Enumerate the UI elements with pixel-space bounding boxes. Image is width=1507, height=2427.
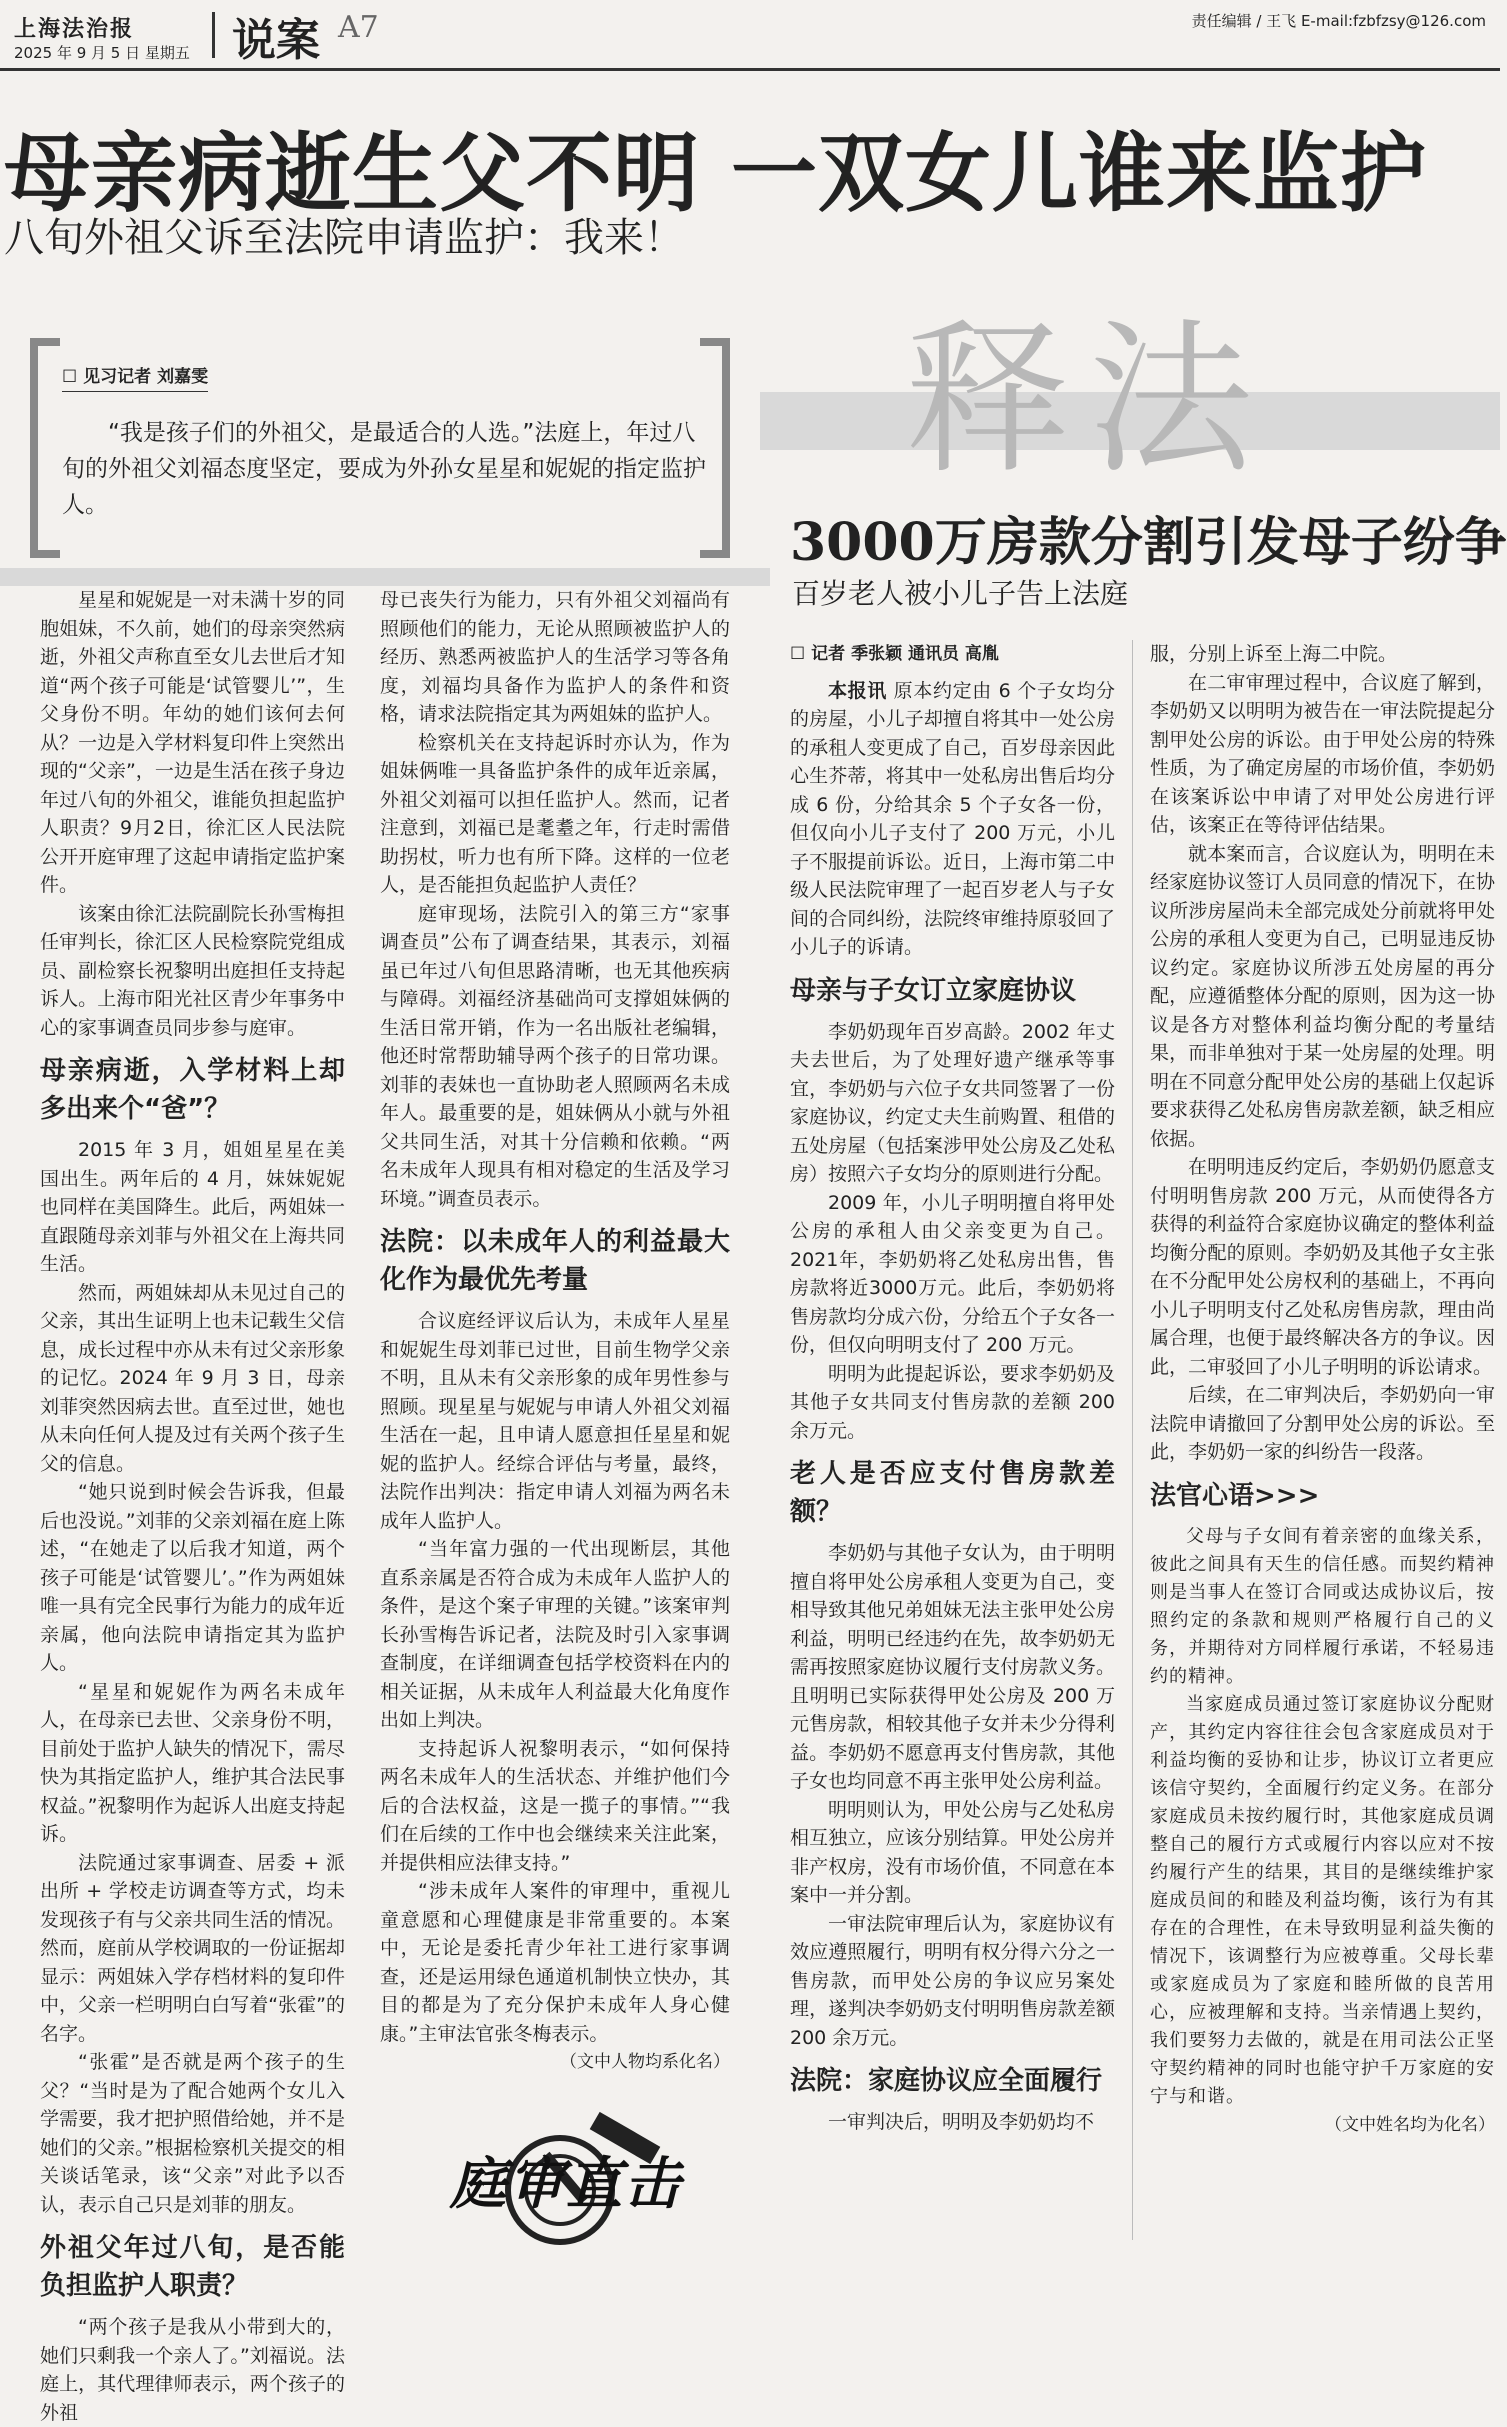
paragraph: 一审法院审理后认为，家庭协议有效应遵照履行，明明有权分得六分之一售房款，而甲处公房的争议应另案处理，遂判决李奶奶支付明明售房款差额 200 余万元。 [790,1912,1115,2049]
paragraph [790,677,1115,962]
paragraph: 庭审现场，法院引入的第三方“家事调查员”公布了调查结果，其表示，刘福虽已年过八旬但思路清晰，也无其他疾病与障碍。刘福经济基础尚可支撑姐妹俩的生活日常开销，作为一名出版社老编辑，他还时常帮助辅导两个孩子的日常功课。刘菲的表妹也一直协助老人照顾两名未成年人。最重要的是，姐妹俩从小就与外祖父共同生活，对其十分信赖和依赖。“两名未成年人现具有相对稳定的生活及学习环境。”调查员表示。 [380,902,730,1210]
paragraph: 母已丧失行为能力，只有外祖父刘福尚有照顾他们的能力，无论从照顾被监护人的经历、熟悉两被监护人的生活学习等各角度，刘福均具备作为监护人的条件和资格，请求法院指定其为两姐妹的监护人。 [380,589,730,725]
paragraph: “两个孩子是我从小带到大的，她们只剩我一个亲人了。”刘福说。法庭上，其代理律师表示，两个孩子的外祖 [40,2316,345,2424]
crosshead: 母亲病逝，入学材料上却多出来个“爸”？ [40,1056,345,1124]
crosshead: 老人是否应支付售房款差额？ [790,1459,1115,1527]
name-note: （文中姓名均为化名） [1325,2114,1495,2135]
paragraph: 李奶奶现年百岁高龄。2002 年丈夫去世后，为了处理好遗产继承等事宜，李奶奶与六位子女共同签署了一份家庭协议，约定丈夫生前购置、租借的五处房屋（包括案涉甲处公房及乙处私房）按照六子女均分的原则进行分配。 [790,1020,1115,1185]
paragraph: 服，分别上诉至上海二中院。 [1150,643,1398,665]
section-title: 说案 [232,15,320,66]
main-reporter-byline: ☐ 见习记者 刘嘉雯 [62,362,208,392]
column-divider [1132,640,1133,2240]
paragraph: “当年富力强的一代出现断层，其他直系亲属是否符合成为未成年人监护人的条件，是这个案子审理的关键。”该案审判长孙雪梅告诉记者，法院及时引入家事调查制度，在详细调查包括学校资料在内的相关证据，从未成年人利益最大化角度作出如上判决。 [380,1538,730,1731]
paragraph: 法院通过家事调查、居委 + 派出所 + 学校走访调查等方式，均未发现孩子有与父亲共同生活的情况。然而，庭前从学校调取的一份证据却显示：两姐妹入学存档材料的复印件中，父亲一栏明明白白写着“张霍”的名字。 [40,1851,345,2045]
paragraph: “星星和妮妮作为两名未成年人，在母亲已去世、父亲身份不明，目前处于监护人缺失的情况下，需尽快为其指定监护人，维护其合法民事权益。”祝黎明作为起诉人出庭支持起诉。 [40,1680,345,1845]
paragraph: 一审判决后，明明及李奶奶均不 [828,2111,1095,2133]
paragraph: “她只说到时候会告诉我，但最后也没说。”刘菲的父亲刘福在庭上陈述，“在她走了以后我才知道，两个孩子可能是‘试管婴儿’。”作为两姐妹唯一具有完全民事行为能力的成年近亲属，他向法院申请指定其为监护人。 [40,1481,345,1674]
paragraph: 李奶奶与其他子女认为，由于明明擅自将甲处公房承租人变更为自己，变相导致其他兄弟姐妹无法主张甲处公房利益，明明已经违约在先，故李奶奶无需再按照家庭协议履行支付房款义务。且明明已实际获得甲处公房及 200 万元售房款，相较其他子女并未少分得利益。李奶奶不愿意再支付售房款，其他子女也均同意不再主张甲处公房利益。 [790,1542,1115,1792]
paragraph-text: 原本约定由 6 个子女均分的房屋，小儿子却擅自将其中一处公房的承租人变更成了自己，百岁母亲因此心生芥蒂，将其中一处私房出售后均分成 6 份，分给其余 5 个子女各一份，但仅向小儿子支付了 200 万元，小儿子不服提前诉讼。近日，上海市第二中级人民法院审理了一起百岁老人与子女间的合同纠纷，法院终审维持原驳回了小儿子的诉请。 [790,679,1116,958]
paragraph: 当家庭成员通过签订家庭协议分配财产，其约定内容往往会包含家庭成员对于利益均衡的妥协和让步，协议订立者更应该信守契约，全面履行约定义务。在部分家庭成员未按约履行时，其他家庭成员调整自己的履行方式或履行内容以应对不按约履行产生的结果，其目的是继续维护家庭成员间的和睦及利益均衡，该行为有其存在的合理性，在未导致明显利益失衡的情况下，该调整行为应被尊重。父母长辈或家庭成员为了家庭和睦所做的良苦用心，应被理解和支持。当亲情遇上契约，我们要努力去做的，就是在用司法公正坚守契约精神的同时也能守护千万家庭的安宁与和谐。 [1150,1693,1495,2107]
editor-credit: 责任编辑 / 王飞 E-mail:fzbfzsy@126.com [1191,12,1486,30]
judge-commentary [1150,1523,1495,2111]
crosshead: 法院：以未成年人的利益最大化作为最优先考量 [380,1227,730,1295]
main-lede: “我是孩子们的外祖父，是最适合的人选。”法庭上，年过八旬的外祖父刘福态度坚定，要成为外孙女星星和妮妮的指定监护人。 [62,420,706,518]
paragraph: 在二审审理过程中，合议庭了解到，李奶奶又以明明为被告在一审法院提起分割甲处公房的诉讼。由于甲处公房的特殊性质，为了确定房屋的市场价值，李奶奶在该案诉讼中申请了对甲处公房进行评估，该案正在等待评估结果。 [1150,671,1495,836]
paragraph: 2009 年，小儿子明明擅自将甲处公房的承租人由父亲变更为自己。2021年，李奶奶将乙处私房出售，售房款将近3000万元。此后，李奶奶将售房款均分成六份，分给五个子女各一份，但仅向明明支付了 200 万元。 [790,1191,1115,1356]
court-live-logo-text: 庭审直击 [450,2151,682,2217]
paragraph: 然而，两姐妹却从未见过自己的父亲，其出生证明上也未记载生父信息，成长过程中亦从未有过父亲形象的记忆。2024 年 9 月 3 日，母亲刘菲突然因病去世。直至过世，她也从未向任何人提及过有关两个孩子生父的信息。 [40,1281,345,1475]
dateline: 本报讯 [828,679,887,702]
paragraph: 星星和妮妮是一对未满十岁的同胞姐妹，不久前，她们的母亲突然病逝，外祖父声称直至女儿去世后才知道“两个孩子可能是‘试管婴儿’”，生父身份不明。年幼的她们该何去何从？一边是入学材料复印件上突然出现的“父亲”，一边是生活在孩子身边年过八旬的外祖父，谁能负担起监护人职责？9月2日，徐汇区人民法院公开开庭审理了这起申请指定监护案件。 [40,589,345,896]
side-reporter-byline: ☐ 记者 季张颖 通讯员 高胤 [790,644,999,664]
judge-commentary-heading: 法官心语>>> [1150,1480,1320,1511]
paragraph: 合议庭经评议后认为，未成年人星星和妮妮生母刘菲已过世，目前生物学父亲不明，且从未有父亲形象的成年男性参与照顾。现星星与妮妮与申请人外祖父刘福生活在一起，且申请人愿意担任星星和妮妮的监护人。经综合评估与考量，最终，法院作出判决：指定申请人刘福为两名未成年人监护人。 [380,1310,730,1532]
paragraph: 就本案而言，合议庭认为，明明在未经家庭协议签订人员同意的情况下，在协议所涉房屋尚未全部完成处分前就将甲处公房的承租人变更为自己，已明显违反协议约定。家庭协议所涉五处房屋的再分配，应遵循整体分配的原则，因为这一协议是各方对整体利益均衡分配的考量结果，而非单独对于某一处房屋的处理。明明在不同意分配甲处公房的基础上仅起诉要求获得乙处私房售房款差额，缺乏相应依据。 [1150,842,1495,1150]
paragraph: 父母与子女间有着亲密的血缘关系，彼此之间具有天生的信任感。而契约精神则是当事人在签订合同或达成协议后，按照约定的条款和规则严格履行自己的义务，并期待对方同样履行承诺，不轻易违约的精神。 [1150,1525,1495,1687]
paragraph: 该案由徐汇法院副院长孙雪梅担任审判长，徐汇区人民检察院党组成员、副检察长祝黎明出庭担任支持起诉人。上海市阳光社区青少年事务中心的家事调查员同步参与庭审。 [40,902,345,1039]
side-subhead: 百岁老人被小儿子告上法庭 [792,577,1129,610]
paragraph: 后续，在二审判决后，李奶奶向一审法院申请撤回了分割甲处公房的诉讼。至此，李奶奶一家的纠纷告一段落。 [1150,1384,1495,1463]
paragraph: 支持起诉人祝黎明表示，“如何保持两名未成年人的生活状态、并维护他们今后的合法权益，这是一揽子的事情。”“我们在后续的工作中也会继续来关注此案，并提供相应法律支持。” [380,1737,730,1874]
main-headline: 母亲病逝生父不明 一双女儿谁来监护 [4,124,1427,224]
side-column-2 [1150,640,1495,2253]
paragraph: 明明为此提起诉讼，要求李奶奶及其他子女共同支付售房款的差额 200 余万元。 [790,1362,1115,1442]
paragraph: 检察机关在支持起诉时亦认为，作为姐妹俩唯一具备监护条件的成年近亲属，外祖父刘福可以担任监护人。然而，记者注意到，刘福已是耄耋之年，行走时需借助拐杖，听力也有所下降。这样的一位老人，是否能担负起监护人责任？ [380,731,730,896]
side-column-1 [790,640,1115,2253]
crosshead: 外祖父年过八旬，是否能负担监护人职责？ [40,2233,345,2301]
issue-date: 2025 年 9 月 5 日 星期五 [14,44,190,62]
paragraph: “张霍”是否就是两个孩子的生父？“当时是为了配合她两个女儿入学需要，我才把护照借给她，并不是她们的父亲。”根据检察机关提交的相关谈话笔录，该“父亲”对此予以否认，表示自己只是刘菲的朋友。 [40,2051,345,2216]
paragraph: “涉未成年人案件的审理中，重视儿童意愿和心理健康是非常重要的。本案中，无论是委托青少年社工进行家事调查，还是运用绿色通道机制快立快办，其目的都是为了充分保护未成年人身心健康。”主审法官张冬梅表示。 [380,1880,730,2045]
main-subhead: 八旬外祖父诉至法院申请监护：我来！ [4,215,684,261]
paragraph: 在明明违反约定后，李奶奶仍愿意支付明明售房款 200 万元，从而使得各方获得的利益符合家庭协议确定的整体利益均衡分配的原则。李奶奶及其他子女主张在不分配甲处公房权利的基础上，不再向小儿子明明支付乙处私房售房款，理由尚属合理，也便于最终解决各方的争议。因此，二审驳回了小儿子明明的诉讼请求。 [1150,1156,1495,1378]
main-column-2 [380,586,730,2106]
crosshead: 法院：家庭协议应全面履行 [790,2066,1103,2096]
main-column-1 [40,586,345,2424]
newspaper-logo: 上海法治报 [14,16,135,42]
name-note: （文中人物均系化名） [560,2052,730,2072]
crosshead: 母亲与子女订立家庭协议 [790,975,1077,1006]
explain-law-banner: 释法 [905,304,1271,496]
lede-bracket-left [30,338,60,558]
page-number: A7 [338,10,379,45]
section-band-left [0,568,770,586]
paragraph: 明明则认为，甲处公房与乙处私房相互独立，应该分别结算。甲处公房并非产权房，没有市场价值，不同意在本案中一并分割。 [790,1798,1115,1906]
paragraph: 2015 年 3 月，姐姐星星在美国出生。两年后的 4 月，妹妹妮妮也同样在美国降生。此后，两姐妹一直跟随母亲刘菲与外祖父在上海共同生活。 [40,1139,345,1275]
masthead-rule [0,68,1500,71]
masthead-divider [212,12,215,58]
side-headline: 3000万房款分割引发母子纷争 [790,512,1507,573]
